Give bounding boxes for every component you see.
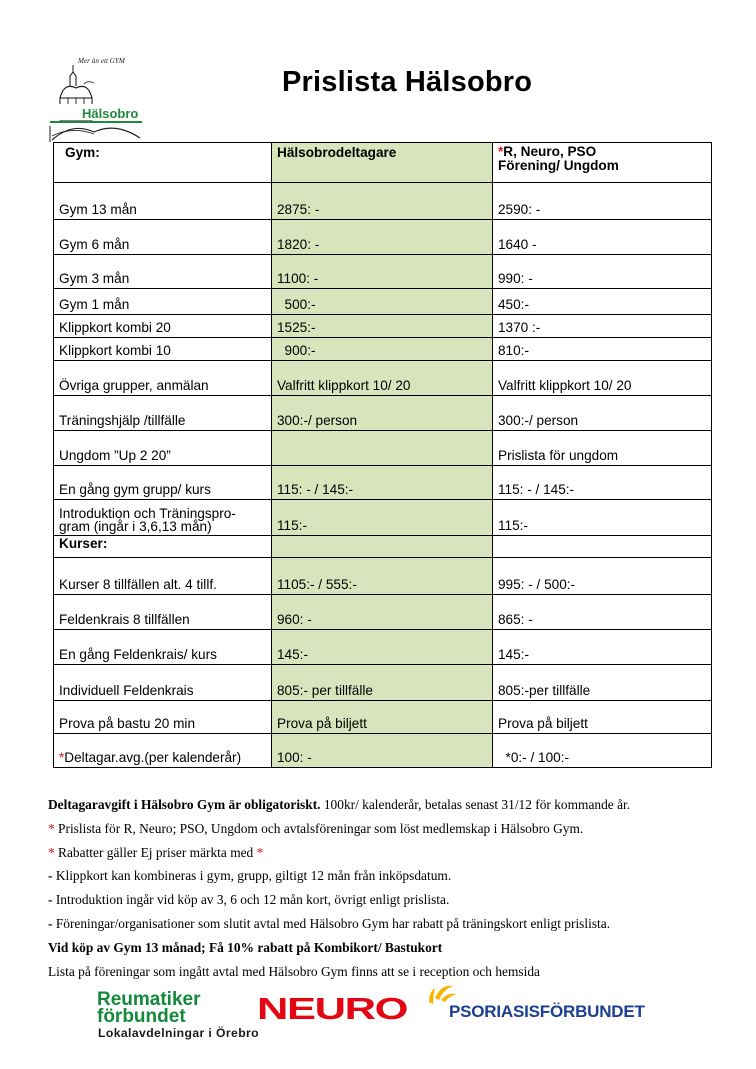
note-line: - Introduktion ingår vid köp av 3, 6 och 12 mån kort, övrigt enligt prislista.: [48, 892, 450, 908]
table-row: Individuell Feldenkrais 805:- per tillfälle 805:-per tillfälle: [54, 665, 712, 701]
table-row: Feldenkrais 8 tillfällen 960: - 865: -: [54, 595, 712, 630]
table-row: Ungdom ”Up 2 20” Prislista för ungdom: [54, 431, 712, 466]
page-title: Prislista Hälsobro: [282, 66, 533, 98]
neuro-o-icon: [381, 998, 401, 1018]
psoriasis-name: PSORIASISFÖRBUNDET: [449, 1002, 645, 1021]
table-row: En gång gym grupp/ kurs 115: - / 145:- 115: - / 145:-: [54, 466, 712, 500]
table-header-row: [54, 143, 712, 183]
note-line: * Rabatter gäller Ej priser märkta med *: [48, 844, 264, 860]
logo-tagline: Mer än ett GYM: [78, 57, 125, 65]
table-row: Introduktion och Träningspro-gram (ingår i 3,6,13 mån) 115:- 115:-: [54, 500, 712, 536]
table-row: Gym 13 mån 2875: - 2590: -: [54, 183, 712, 220]
svg-text:NEURO: NEURO: [257, 991, 407, 1026]
table-row: Träningshjälp /tillfälle 300:-/ person 300:-/ person: [54, 396, 712, 431]
price-table: [53, 142, 712, 768]
table-row: En gång Feldenkrais/ kurs 145:- 145:-: [54, 630, 712, 665]
header-gym: Gym:: [54, 143, 272, 183]
note-line: - Klippkort kan kombineras i gym, grupp, giltigt 12 mån från inköpsdatum.: [48, 868, 452, 884]
table-row: Prova på bastu 20 min Prova på biljett Prova på biljett: [54, 701, 712, 734]
row-star: *: [59, 750, 65, 765]
header-halsobro-participants: Hälsobrodeltagare: [272, 143, 493, 183]
neuro-logo: [257, 990, 409, 1026]
table-row-section: Kurser:: [54, 536, 712, 558]
table-row: Gym 1 mån 500:- 450:-: [54, 289, 712, 315]
reumatikerforbundet-logo: Reumatiker förbundet Lokalavdelningar i Örebro: [97, 989, 260, 1040]
note-line: Lista på föreningar som ingått avtal med Hälsobro Gym finns att se i reception och hemsida: [48, 963, 540, 979]
note-line-bold: Vid köp av Gym 13 månad; Få 10% rabatt på Kombikort/ Bastukort: [48, 939, 443, 955]
notes: [48, 793, 748, 983]
reuma-local-chapters: Lokalavdelningar i Örebro: [98, 1026, 260, 1040]
table-row: Gym 6 mån 1820: - 1640 -: [54, 220, 712, 255]
table-row: Gym 3 mån 1100: - 990: -: [54, 255, 712, 289]
note-line: - Föreningar/organisationer som slutit avtal med Hälsobro Gym har rabatt på träningskort enligt prislista.: [48, 915, 611, 931]
table-row: Övriga grupper, anmälan Valfritt klippkort 10/ 20 Valfritt klippkort 10/ 20: [54, 361, 712, 396]
note-line: Deltagaravgift i Hälsobro Gym är obligatoriskt. 100kr/ kalenderår, betalas senast 31/12 för kommande år.: [48, 797, 631, 812]
table-row: Klippkort kombi 20 1525:- 1370 :-: [54, 315, 712, 338]
note-line: * Prislista för R, Neuro; PSO, Ungdom och avtalsföreningar som löst medlemskap i Hälsobro Gym.: [48, 820, 584, 836]
header-star: *: [498, 144, 504, 159]
table-row: Kurser 8 tillfällen alt. 4 tillf. 1105:- / 555:- 995: - / 500:-: [54, 558, 712, 595]
halsobro-logo: [48, 50, 144, 142]
logo-name: Hälsobro: [82, 106, 139, 121]
table-row: *Deltagar.avg.(per kalenderår) 100: - *0:- / 100:-: [54, 734, 712, 768]
table-row: Klippkort kombi 10 900:- 810:-: [54, 338, 712, 361]
header-partner-groups: *R, Neuro, PSO Förening/ Ungdom: [493, 143, 712, 183]
